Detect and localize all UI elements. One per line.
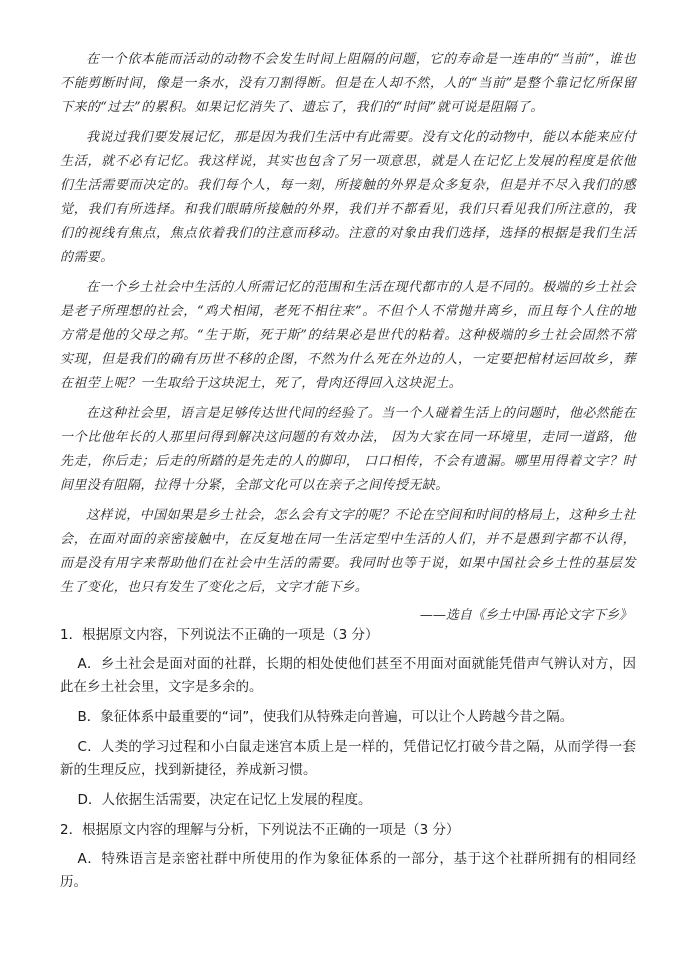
question-stem: 1．根据原文内容，下列说法不正确的一项是（3 分） [60, 627, 379, 643]
question-2 [60, 819, 636, 894]
passage-paragraph-3: 在一个乡土社会中生活的人所需记忆的范围和生活在现代都市的人是不同的。极端的乡土社会是老子所理想的社会，“鸡犬相闻，老死不相往来”。不但个人不常抛井离乡，而且每个人住的地方常是他的父母之邦。“生于斯，死于斯”的结果必是世代的粘着。这种极端的乡土社会固然不常实现，但是我们的确有历世不移的企图，不然为什么死在外边的人，一定要把棺材运回故乡，葬在祖茔上呢？一生取给于这块泥土，死了，骨肉还得回入这块泥土。 [60, 280, 636, 391]
question-stem: 2．根据原文内容的理解与分析，下列说法不正确的一项是（3 分） [60, 822, 460, 838]
passage-paragraph-4: 在这种社会里，语言是足够传达世代间的经验了。当一个人碰着生活上的问题时，他必然能在一个比他年长的人那里问得到解决这问题的有效办法， 因为大家在同一环境里，走同一道路，他先走，你后走；后走的所踏的是先走的人的脚印， 口口相传，不会有遗漏。哪里用得着文字？时间里没有阻隔，拉得十分紧，全部文化可以在亲子之间传授无缺。 [60, 406, 636, 493]
passage [60, 48, 636, 606]
passage-paragraph-5: 这样说，中国如果是乡土社会，怎么会有文字的呢？不论在空间和时间的格局上，这种乡土社会，在面对面的亲密接触中，在反复地在同一生活定型中生活的人们，并不是愚到字都不认得，而是没有用字来帮助他们在社会中生活的需要。我同时也等于说，如果中国社会乡土性的基层发生了变化，也只有发生了变化之后，文字才能下乡。 [60, 508, 636, 595]
passage-source: ——选自《乡土中国·再论文字下乡》 [419, 608, 632, 623]
option-b: B．象征体系中最重要的“词”，使我们从特殊走向普遍，可以让个人跨越今昔之隔。 [77, 709, 574, 725]
question-1 [60, 624, 636, 812]
passage-paragraph-2: 我说过我们要发展记忆，那是因为我们生活中有此需要。没有文化的动物中，能以本能来应付生活，就不必有记忆。我这样说，其实也包含了另一项意思，就是人在记忆上发展的程度是依他们生活需要而决定的。我们每个人，每一刻，所接触的外界是众多复杂，但是并不尽入我们的感觉，我们有所选择。和我们眼睛所接触的外界，我们并不都看见，我们只看见我们所注意的，我们的视线有焦点，焦点依着我们的注意而移动。注意的对象由我们选择，选择的根据是我们生活的需要。 [60, 130, 636, 265]
option-a: A．特殊语言是亲密社群中所使用的作为象征体系的一部分，基于这个社群所拥有的相同经历。 [60, 851, 636, 890]
passage-paragraph-1: 在一个依本能而活动的动物不会发生时间上阻隔的问题，它的寿命是一连串的“当前”，谁也不能剪断时间，像是一条水，没有刀割得断。但是在人却不然，人的“当前”是整个靠记忆所保留下来的“过去”的累积。如果记忆消失了、遗忘了，我们的“时间”就可说是阻隔了。 [60, 52, 636, 115]
questions-section [60, 624, 636, 901]
option-c: C．人类的学习过程和小白鼠走迷宫本质上是一样的，凭借记忆打破今昔之隔，从而学得一套新的生理反应，找到新捷径，养成新习惯。 [60, 739, 636, 778]
option-a: A．乡土社会是面对面的社群，长期的相处使他们甚至不用面对面就能凭借声气辨认对方，因此在乡土社会里，文字是多余的。 [60, 656, 636, 695]
option-d: D．人依据生活需要，决定在记忆上发展的程度。 [77, 792, 372, 808]
